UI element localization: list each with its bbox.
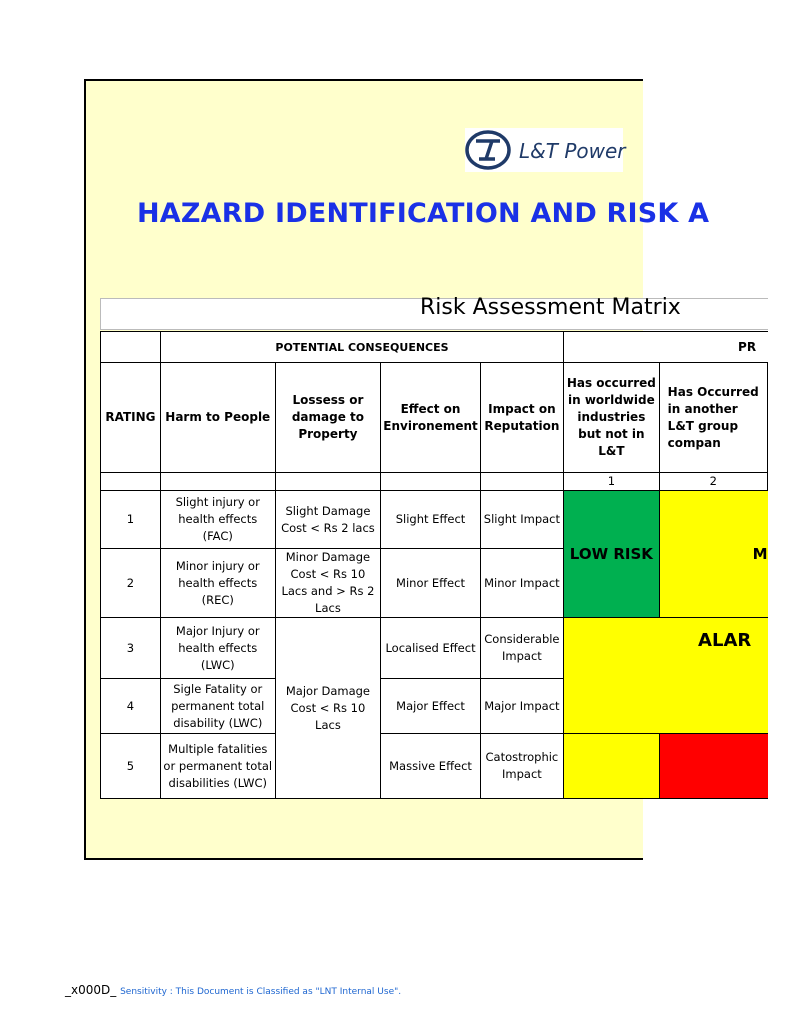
document-title: HAZARD IDENTIFICATION AND RISK A [137, 198, 710, 229]
probability-1-header: Has occurred in worldwide industries but not in L&T [564, 363, 660, 473]
empty-cell [101, 332, 161, 363]
harm-cell: Sigle Fatality or permanent total disability (LWC) [160, 679, 275, 734]
medium-risk-cell [564, 734, 660, 799]
rating-cell: 2 [101, 549, 161, 618]
empty-cell [160, 473, 275, 491]
probability-1-number: 1 [564, 473, 660, 491]
property-cell: Slight Damage Cost < Rs 2 lacs [275, 491, 381, 549]
rating-cell: 1 [101, 491, 161, 549]
reputation-cell: Considerable Impact [480, 618, 563, 679]
matrix-title: Risk Assessment Matrix [420, 295, 681, 320]
sensitivity-note: Sensitivity : This Document is Classified as "LNT Internal Use". [120, 987, 402, 997]
harm-header: Harm to People [160, 363, 275, 473]
risk-matrix-table [100, 331, 768, 799]
footer [65, 983, 401, 997]
lt-logo-icon [465, 130, 513, 170]
environment-cell: Slight Effect [381, 491, 480, 549]
alarp-risk-cell: ALAR [564, 618, 768, 734]
company-logo [465, 128, 626, 172]
potential-consequences-header: POTENTIAL CONSEQUENCES [160, 332, 563, 363]
page-edge [768, 0, 788, 1024]
harm-cell: Multiple fatalities or permanent total disabilities (LWC) [160, 734, 275, 799]
footer-code: _x000D_ [65, 983, 117, 997]
rating-header: RATING [101, 363, 161, 473]
environment-cell: Massive Effect [381, 734, 480, 799]
probability-header: PR [564, 332, 768, 363]
environment-cell: Localised Effect [381, 618, 480, 679]
medium-risk-cell: M [659, 491, 767, 618]
harm-cell: Slight injury or health effects (FAC) [160, 491, 275, 549]
reputation-cell: Major Impact [480, 679, 563, 734]
reputation-header: Impact on Reputation [480, 363, 563, 473]
harm-cell: Minor injury or health effects (REC) [160, 549, 275, 618]
reputation-cell: Minor Impact [480, 549, 563, 618]
probability-2-header: Has Occurred in another L&T group compan [659, 363, 767, 473]
environment-header: Effect on Environement [381, 363, 480, 473]
reputation-cell: Catostrophic Impact [480, 734, 563, 799]
low-risk-cell: LOW RISK [564, 491, 660, 618]
high-risk-cell [659, 734, 767, 799]
environment-cell: Major Effect [381, 679, 480, 734]
reputation-cell: Slight Impact [480, 491, 563, 549]
logo-text: L&T Power [519, 139, 626, 163]
empty-cell [101, 473, 161, 491]
property-cell: Minor Damage Cost < Rs 10 Lacs and > Rs 2 Lacs [275, 549, 381, 618]
property-header: Lossess or damage to Property [275, 363, 381, 473]
harm-cell: Major Injury or health effects (LWC) [160, 618, 275, 679]
property-cell: Major Damage Cost < Rs 10 Lacs [275, 618, 381, 799]
probability-2-number: 2 [659, 473, 767, 491]
empty-cell [275, 473, 381, 491]
rating-cell: 5 [101, 734, 161, 799]
empty-cell [480, 473, 563, 491]
rating-cell: 4 [101, 679, 161, 734]
rating-cell: 3 [101, 618, 161, 679]
empty-cell [381, 473, 480, 491]
environment-cell: Minor Effect [381, 549, 480, 618]
